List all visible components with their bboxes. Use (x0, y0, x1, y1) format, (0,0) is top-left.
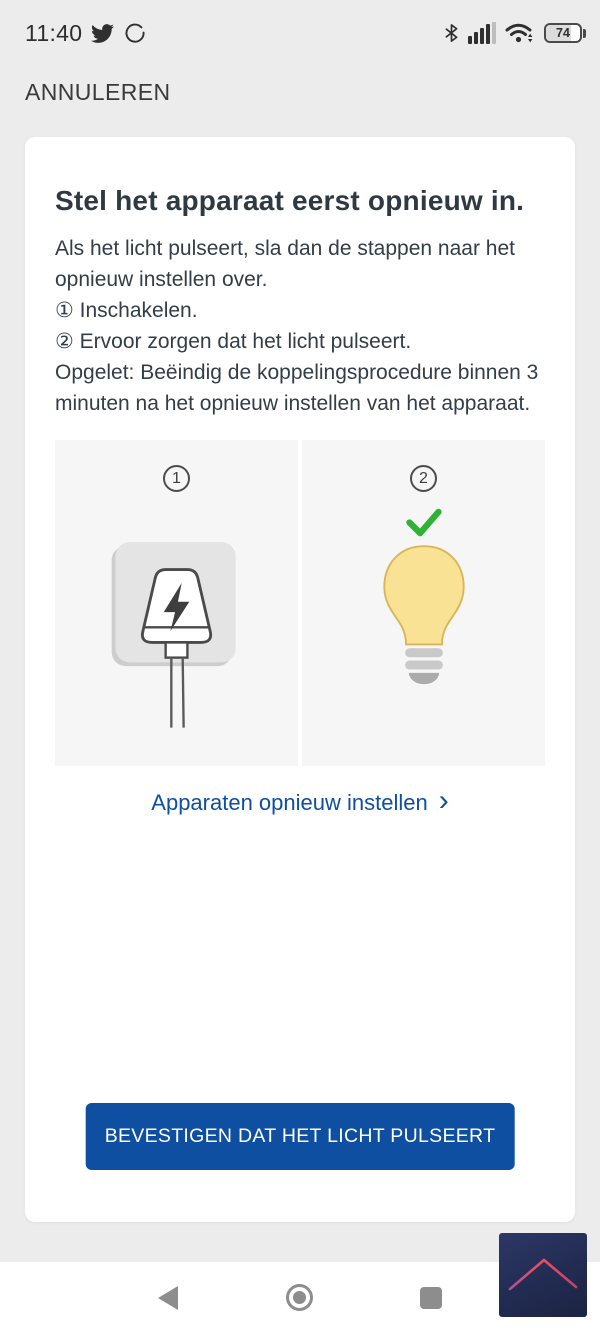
instruction-step-2: ② Ervoor zorgen dat het licht pulseert. (55, 330, 412, 353)
panel-step-2 (302, 440, 545, 766)
signal-strength-icon (468, 22, 496, 44)
panel-step-1 (55, 440, 298, 766)
home-icon[interactable] (286, 1284, 313, 1311)
illustration-panels (55, 440, 545, 766)
back-icon[interactable] (158, 1286, 178, 1310)
instruction-step-1: ① Inschakelen. (55, 299, 198, 322)
bluetooth-icon (443, 21, 460, 45)
status-bar-left (25, 20, 147, 47)
step-2-number: 2 (419, 469, 428, 487)
step-1-badge (163, 465, 190, 492)
status-bar (25, 14, 586, 52)
confirm-button[interactable]: BEVESTIGEN DAT HET LICHT PULSEERT (86, 1103, 515, 1170)
lidl-home-logo[interactable] (499, 1233, 587, 1317)
battery-icon (544, 23, 586, 43)
instruction-note: Opgelet: Beëindig de koppelingsprocedure binnen 3 minuten na het opnieuw instellen van het apparaat. (55, 361, 539, 415)
roof-chevron-icon (499, 1233, 587, 1317)
battery-percent: 74 (556, 26, 570, 40)
sync-icon (123, 21, 147, 45)
light-bulb-illustration (372, 540, 476, 696)
card-title: Stel het apparaat eerst opnieuw in. (55, 185, 525, 216)
clock: 11:40 (25, 19, 83, 46)
step-1-number: 1 (172, 469, 181, 487)
setup-card (25, 137, 575, 1222)
cancel-button[interactable]: ANNULEREN (25, 79, 171, 105)
wifi-icon (504, 20, 536, 46)
recents-icon[interactable] (420, 1287, 442, 1309)
reset-devices-link[interactable] (25, 784, 575, 817)
twitter-notification-icon (91, 22, 114, 45)
instruction-intro: Als het licht pulseert, sla dan de stappen naar het opnieuw instellen over. (55, 237, 515, 291)
power-plug-illustration (106, 528, 248, 738)
card-body (55, 233, 545, 419)
status-bar-right (443, 20, 586, 46)
step-2-badge (410, 465, 437, 492)
reset-link-label: Apparaten opnieuw instellen (151, 790, 428, 815)
chevron-right-icon: › (438, 784, 449, 817)
check-icon (405, 508, 443, 536)
